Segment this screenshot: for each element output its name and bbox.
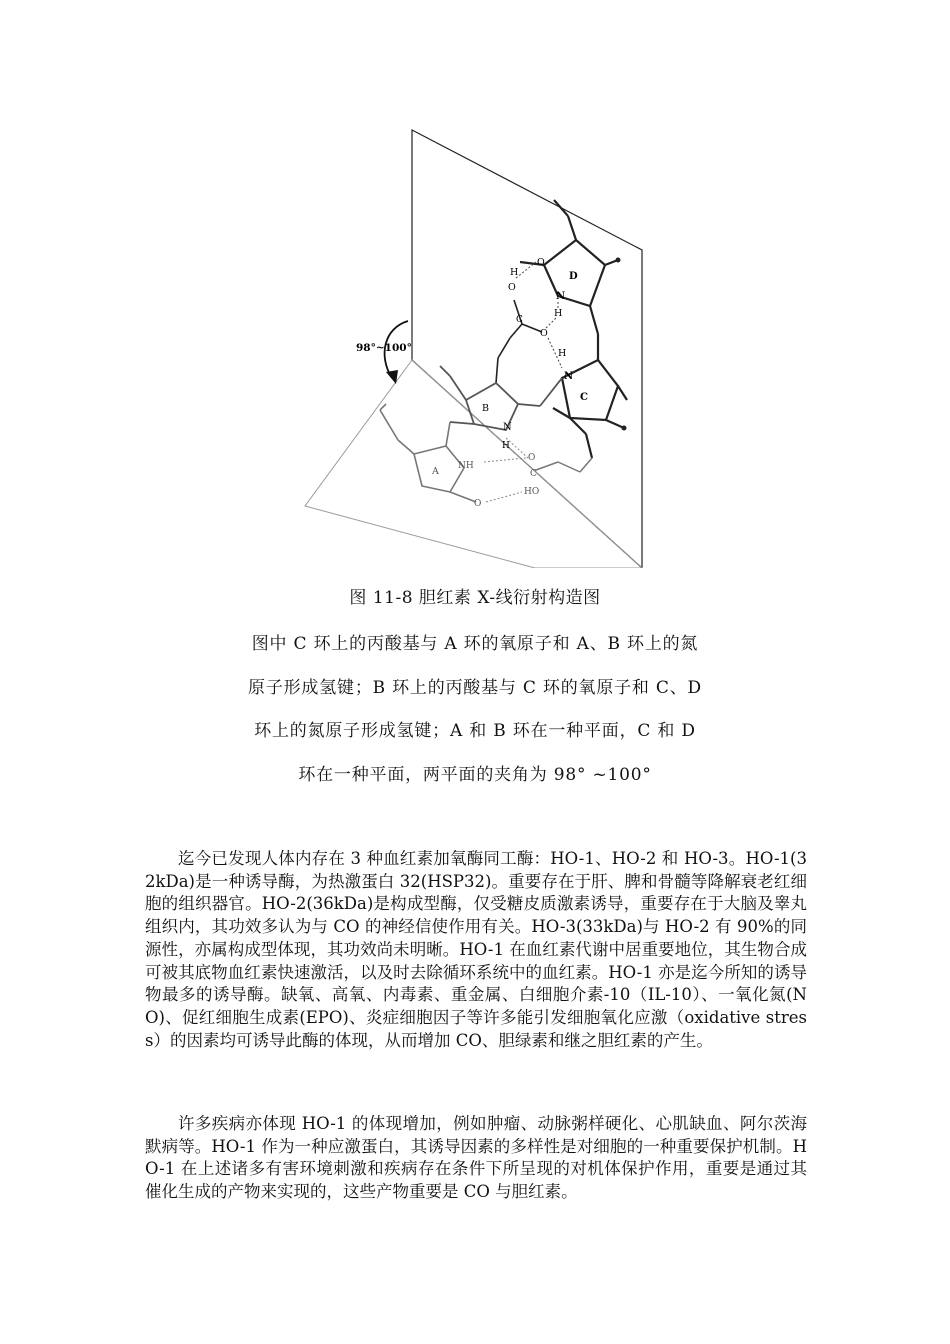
propionate-c	[536, 458, 592, 472]
figure-caption-title: 图 11-8 胆红素 X-线衍射构造图	[349, 588, 601, 608]
angle-arrowhead	[386, 370, 398, 384]
atom-o-upper: O	[508, 282, 516, 293]
vertical-plane	[412, 130, 642, 568]
ring-b-label: B	[482, 403, 489, 414]
propionate-b	[496, 300, 542, 383]
ring-d-label: D	[569, 271, 578, 282]
figure-caption-line-4: 环在一种平面，两平面的夹角为 98° ~100°	[298, 765, 652, 785]
atom-h-upper: H	[510, 267, 519, 278]
figure-caption-line-2: 原子形成氢键；B 环上的丙酸基与 C 环的氧原子和 C、D	[248, 678, 702, 698]
atom-o-upper-2: O	[540, 328, 548, 339]
atom-o-lower: O	[528, 453, 536, 463]
atom-nh-a: NH	[458, 461, 474, 471]
atom-n-b: N	[503, 422, 512, 433]
ring-b	[440, 366, 562, 430]
atom-c-lower: C	[530, 469, 537, 479]
body-paragraph-1: 迄今已发现人体内存在 3 种血红素加氧酶同工酶：HO-1、HO-2 和 HO-3。HO-1(32kDa)是一种诱导酶，为热激蛋白 32(HSP32)。重要存在于肝、脾和骨髓等降解衰老红细胞的组织器官。HO-2(36kDa)是构成型酶，仅受糖皮质激素诱导，重要存在于大脑及睾丸组织内，其功效多认为与 CO 的神经信使作用有关。HO-3(33kDa)与 HO-2 有 90%的同源性，亦属构成型体现，其功效尚未明晰。HO-1 在血红素代谢中居重要地位，其生物合成可被其底物血红素快速激活，以及时去除循环系统中的血红素。HO-1 亦是迄今所知的诱导物最多的诱导酶。缺氧、高氧、内毒素、重金属、白细胞介素-10（IL-10）、一氧化氮(NO)、促红细胞生成素(EPO)、炎症细胞因子等许多能引发细胞氧化应激（oxidative stress）的因素均可诱导此酶的体现，从而增加 CO、胆绿素和继之胆红素的产生。	[145, 849, 807, 1050]
atom-ho-lower: HO	[524, 487, 540, 497]
atom-h-c: H	[558, 348, 567, 359]
ring-c-label: C	[580, 392, 588, 403]
atom-n-d: N	[556, 291, 566, 302]
figure-caption-line-3: 环上的氮原子形成氢键；A 和 B 环在一种平面，C 和 D	[254, 721, 696, 741]
body-paragraph-2: 许多疾病亦体现 HO-1 的体现增加，例如肿瘤、动脉粥样硬化、心肌缺血、阿尔茨海默病等。HO-1 作为一种应激蛋白，其诱导因素的多样性是对细胞的一种重要保护机制。HO-1 在上述诸多有害环境刺激和疾病存在条件下所呈现的对机体保护作用，重要是通过其催化生成的产物来实现的，这些产物重要是 CO 与胆红素。	[145, 1114, 807, 1202]
atom-n-c: N	[564, 371, 574, 382]
atom-o-a: O	[474, 499, 482, 509]
atom-h-d: H	[554, 308, 563, 319]
figure-caption-line-1: 图中 C 环上的丙酸基与 A 环的氧原子和 A、B 环上的氮	[251, 634, 699, 654]
bilirubin-structure-figure	[300, 128, 650, 568]
atom-o-lactam-d: O	[537, 257, 545, 268]
molecule-diagram	[300, 128, 650, 568]
ring-d	[520, 200, 618, 334]
angle-label: 98°~100°	[356, 342, 412, 354]
ring-a	[380, 404, 476, 502]
atom-c-upper: C	[516, 315, 523, 325]
atom-h-b: H	[502, 441, 510, 451]
ring-a-label: A	[432, 466, 439, 477]
